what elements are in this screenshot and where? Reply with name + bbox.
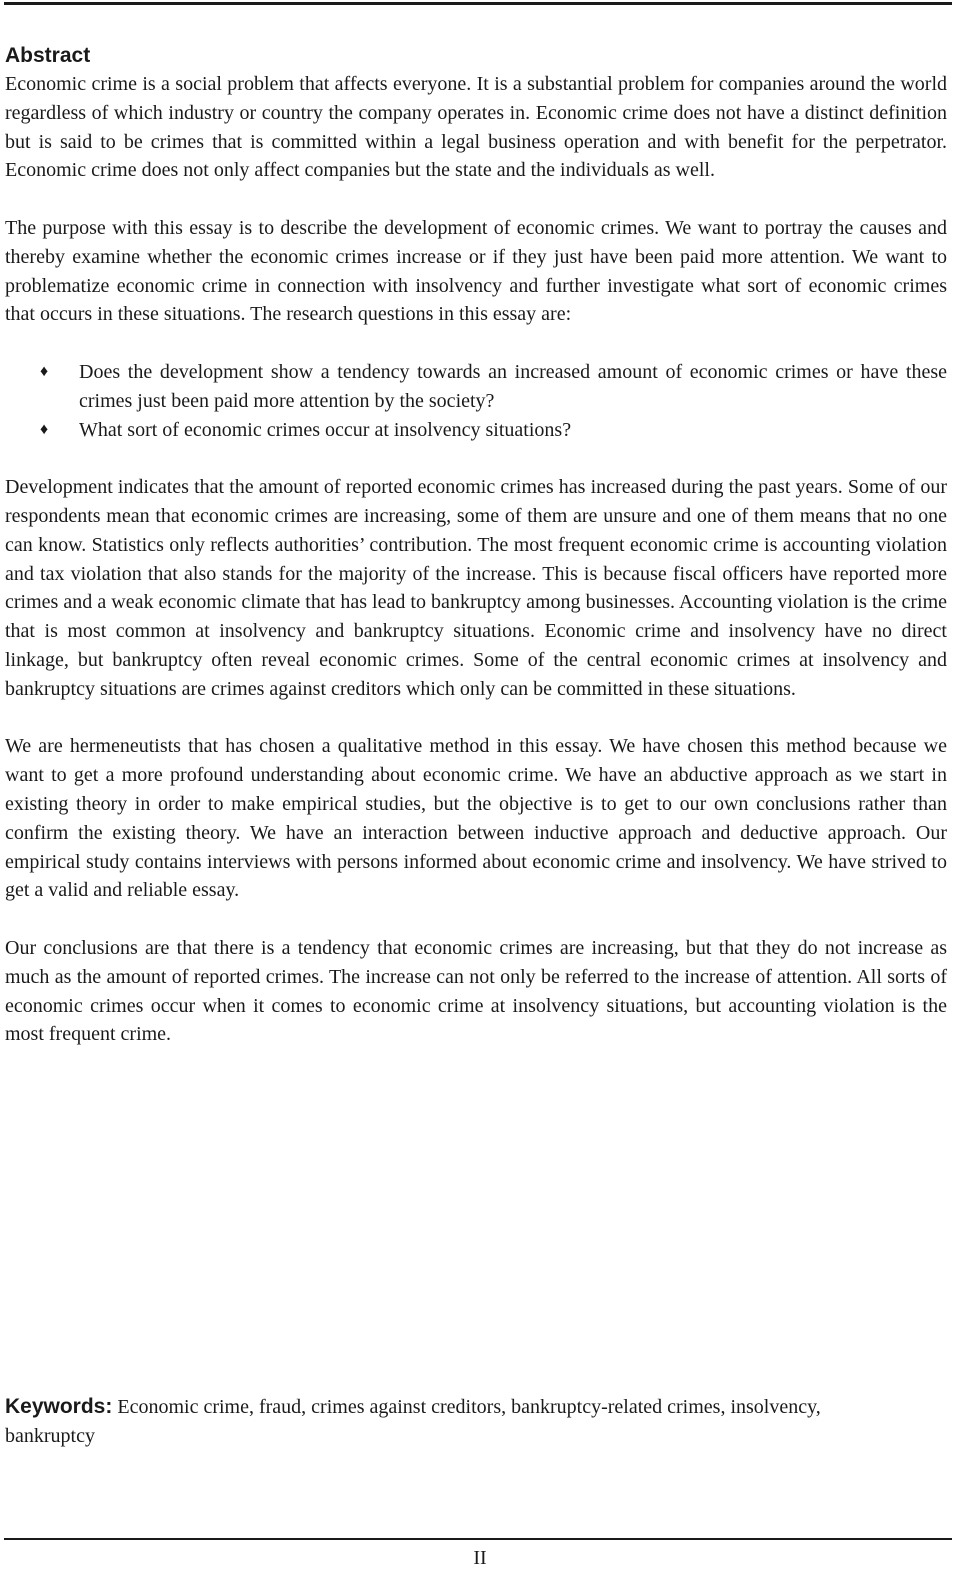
research-question-text: What sort of economic crimes occur at insolvency situations? — [79, 418, 572, 441]
diamond-bullet-icon: ♦ — [40, 420, 49, 438]
keywords-text: Economic crime, fraud, crimes against creditors, bankruptcy-related crimes, insolvency, bankruptcy — [5, 1396, 821, 1447]
research-question — [5, 416, 947, 445]
abstract-paragraph: Development indicates that the amount of reported economic crimes has increased during the past years. Some of our respondents mean that economic crimes are increasing, some of them are unsure and one of them means that no one can know. Statistics only reflects authorities’ contribution. The most frequent economic crime is accounting violation and tax violation that also stands for the majority of the increase. This is because fiscal officers have reported more crimes and a weak economic climate that has lead to bankruptcy among businesses. Accounting violation is the crime that is most common at insolvency and bankruptcy situations. Economic crime and insolvency have no direct linkage, but bankruptcy often reveal economic crimes. Some of the central economic crimes at insolvency and bankruptcy situations are crimes against creditors which only can be committed in these situations. — [5, 476, 947, 700]
footer-rule — [4, 1538, 952, 1540]
abstract-paragraph: The purpose with this essay is to describe the development of economic crimes. We want to portray the causes and thereby examine whether the economic crimes increase or if they just have been paid more attention. We want to problematize economic crime in connection with insolvency and further investigate what sort of economic crimes that occurs in these situations. The research questions in this essay are: — [5, 216, 947, 326]
abstract-paragraph: We are hermeneutists that has chosen a qualitative method in this essay. We have chosen this method because we want to get a more profound understanding about economic crime. We have an abductive approach as we start in existing theory in order to make empirical studies, but the objective is to get to our own conclusions rather than confirm the existing theory. We have an interaction between inductive approach and deductive approach. Our empirical study contains interviews with persons informed about economic crime and insolvency. We have strived to get a valid and reliable essay. — [5, 735, 947, 902]
abstract-paragraph: Our conclusions are that there is a tendency that economic crimes are increasing, but that they do not increase as much as the amount of reported crimes. The increase can not only be referred to the increase of attention. All sorts of economic crimes occur when it comes to economic crime at insolvency situations, but accounting violation is the most frequent crime. — [5, 936, 947, 1046]
research-question-text: Does the development show a tendency towards an increased amount of economic crimes or have these crimes just been paid more attention by the society? — [79, 360, 947, 412]
keywords-label: Keywords: — [5, 1395, 113, 1418]
top-rule — [4, 2, 952, 5]
research-question — [5, 358, 947, 416]
research-questions-list — [5, 358, 947, 444]
abstract-heading: Abstract — [5, 44, 91, 67]
diamond-bullet-icon: ♦ — [40, 362, 49, 380]
abstract-section — [5, 42, 947, 1078]
abstract-paragraph: Economic crime is a social problem that affects everyone. It is a substantial problem for companies around the world regardless of which industry or country the company operates in. Economic crime does not have a distinct definition but is said to be crimes that is committed within a legal business operation and with benefit for the perpetrator. Economic crime does not only affect companies but the state and the individuals as well. — [5, 73, 947, 182]
page-number: II — [473, 1547, 487, 1569]
keywords-line — [5, 1392, 905, 1451]
